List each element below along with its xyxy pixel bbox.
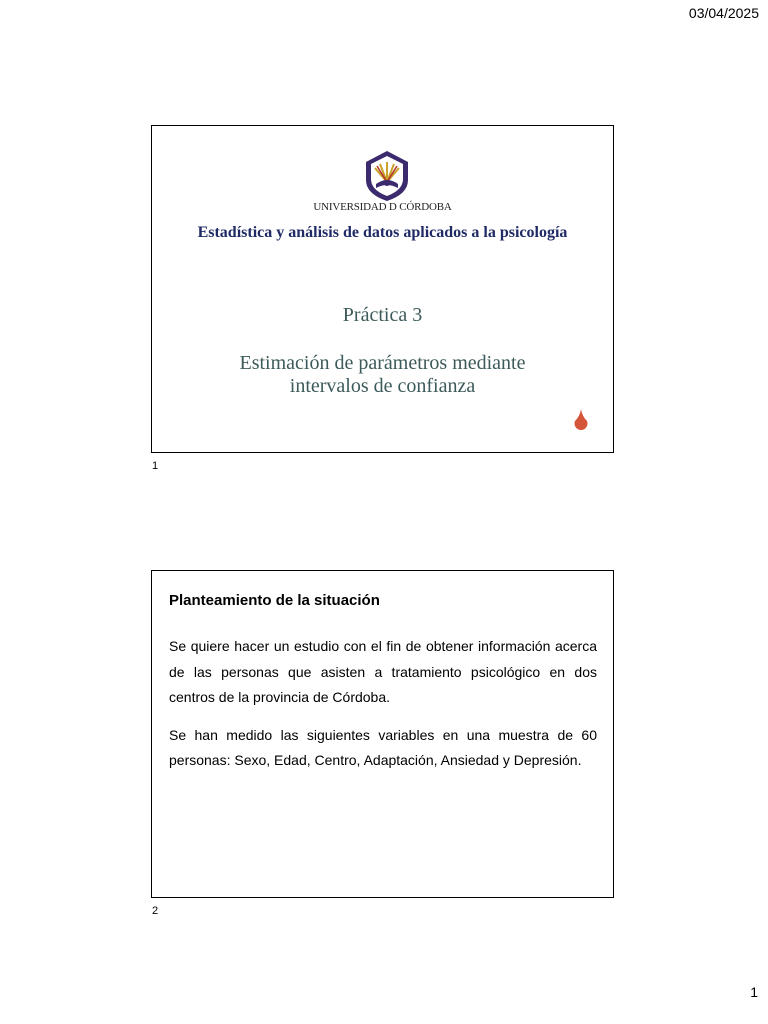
- slide-1: [151, 125, 614, 453]
- slide-number-1: 1: [152, 460, 159, 472]
- university-name: UNIVERSIDAD D CÓRDOBA: [313, 201, 452, 213]
- paragraph-2: Se han medido las siguientes variables en una muestra de 60 personas: Sexo, Edad, Centro, Adaptación, Ansiedad y Depresión.: [169, 726, 597, 768]
- subtitle-line-2: intervalos de confianza: [289, 375, 476, 397]
- print-date: 03/04/2025: [688, 5, 759, 21]
- slide-number-2: 2: [152, 905, 159, 917]
- practice-title: Práctica 3: [342, 304, 423, 326]
- slide-2: [151, 570, 614, 898]
- paragraph-1: Se quiere hacer un estudio con el fin de obtener información acerca de las personas que asisten a tratamiento psicológico en dos centros de la provincia de Córdoba.: [169, 638, 597, 705]
- slide-body: [169, 634, 597, 786]
- slide-heading: Planteamiento de la situación: [169, 592, 380, 609]
- droplet-icon: [573, 408, 589, 430]
- subtitle-line-1: Estimación de parámetros mediante: [239, 352, 526, 374]
- practice-subtitle: [172, 352, 593, 398]
- university-logo: [364, 150, 410, 202]
- course-title: Estadística y análisis de datos aplicados a la psicología: [197, 224, 568, 241]
- page-number: 1: [750, 984, 758, 1000]
